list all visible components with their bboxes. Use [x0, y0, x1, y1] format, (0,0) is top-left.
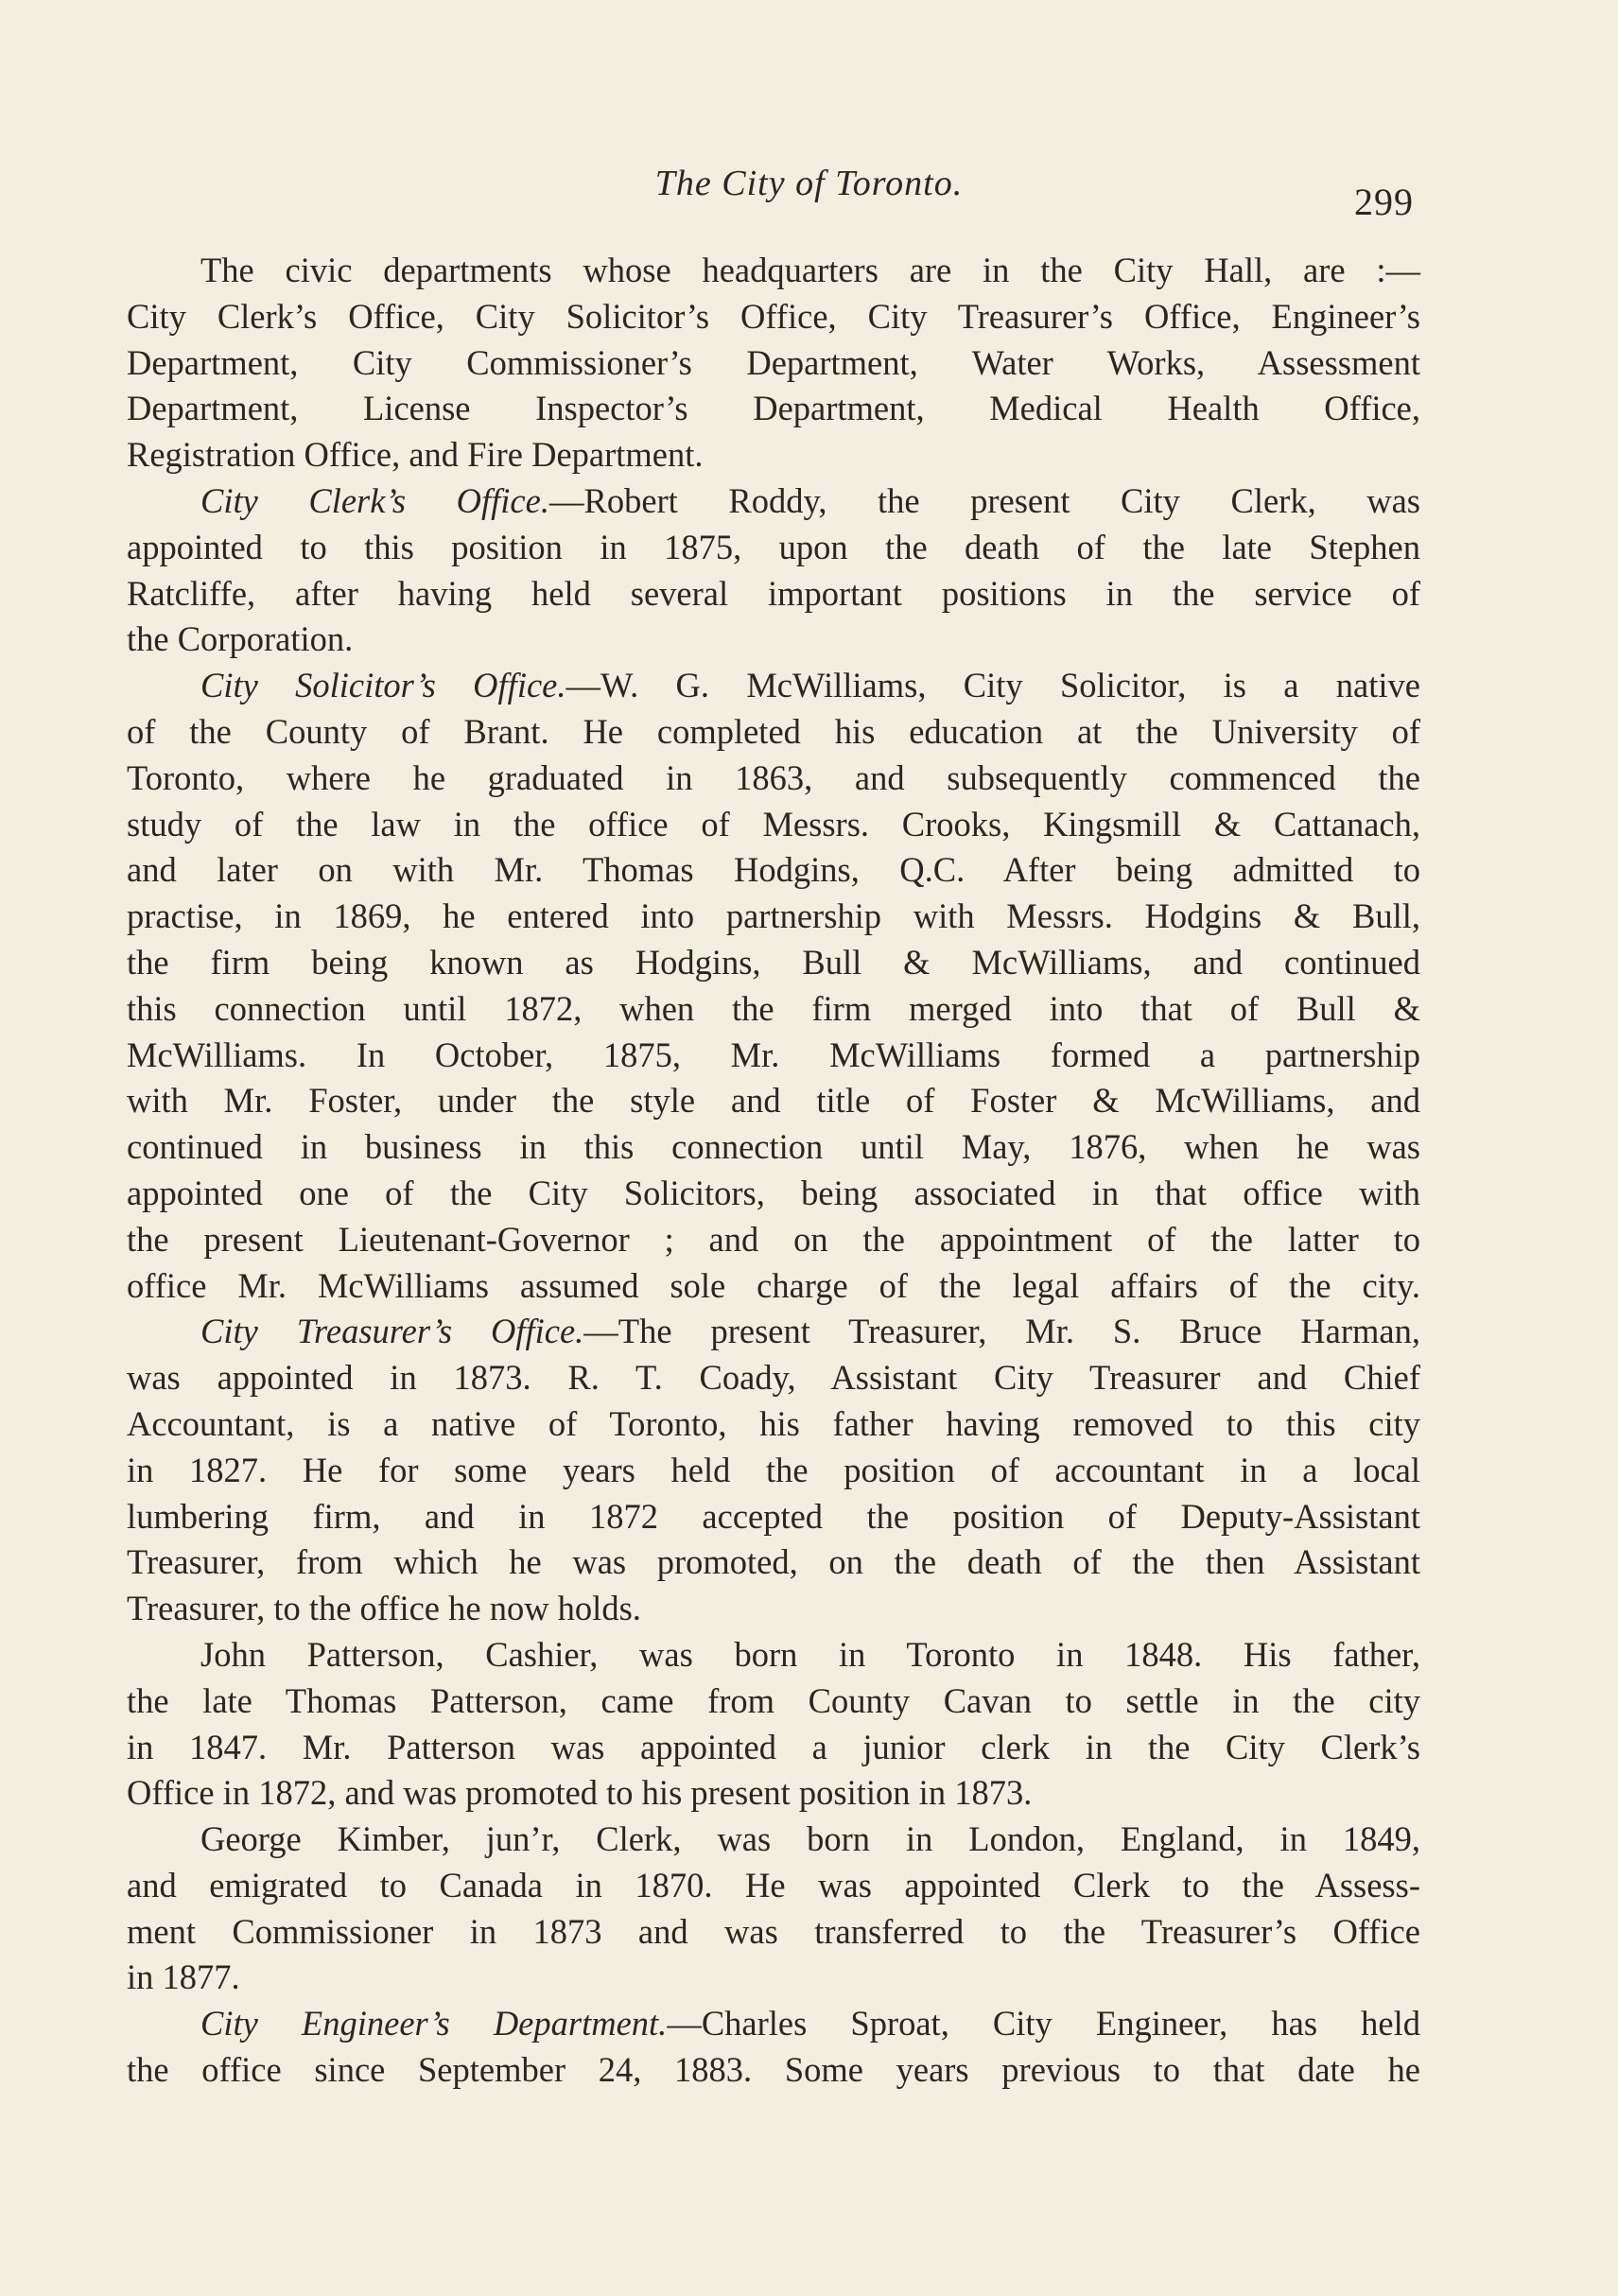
text-line: in 1877. — [127, 1957, 240, 1997]
text-line — [127, 2001, 1420, 2047]
text-line: office Mr. McWilliams assumed sole charge of the legal affairs of the city. — [127, 1265, 1420, 1305]
paragraph-city-clerks-office — [127, 478, 1420, 663]
text-span: —W. G. McWilliams, City Solicitor, is a native — [565, 666, 1420, 705]
text-line: McWilliams. In October, 1875, Mr. McWilliams formed a partnership — [127, 1035, 1420, 1074]
text-line: the firm being known as Hodgins, Bull & McWilliams, and continued — [127, 942, 1420, 982]
text-span: —Charles Sproat, City Engineer, has held — [667, 2004, 1420, 2044]
text-line: and emigrated to Canada in 1870. He was appointed Clerk to the Assess- — [127, 1865, 1420, 1905]
text-line — [127, 663, 1420, 709]
text-line: in 1827. He for some years held the position of accountant in a local — [127, 1450, 1420, 1489]
text-line: City Clerk’s Office, City Solicitor’s Office, City Treasurer’s Office, Engineer’s — [127, 296, 1420, 336]
paragraph-city-solicitors-office — [127, 663, 1420, 1309]
paragraph-civic-departments — [127, 248, 1420, 478]
text-line: The civic departments whose headquarters are in the City Hall, are :— — [200, 251, 1420, 289]
text-line: John Patterson, Cashier, was born in Toronto in 1848. His father, — [200, 1634, 1420, 1674]
running-title: The City of Toronto. — [654, 164, 964, 203]
text-line: was appointed in 1873. R. T. Coady, Assistant City Treasurer and Chief — [127, 1358, 1420, 1398]
text-line: George Kimber, jun’r, Clerk, was born in London, England, in 1849, — [200, 1819, 1420, 1859]
text-line: with Mr. Foster, under the style and title of Foster & McWilliams, and — [127, 1081, 1420, 1121]
section-heading: City Solicitor’s Office. — [200, 666, 566, 705]
text-line: this connection until 1872, when the firm merged into that of Bull & — [127, 988, 1420, 1028]
text-line: Department, City Commissioner’s Department, Water Works, Assessment — [127, 342, 1420, 382]
text-line: the office since September 24, 1883. Some years previous to that date he — [127, 2050, 1420, 2090]
text-line — [127, 478, 1420, 525]
text-line: practise, in 1869, he entered into partnership with Messrs. Hodgins & Bull, — [127, 896, 1420, 936]
text-line: appointed one of the City Solicitors, being associated in that office with — [127, 1173, 1420, 1212]
text-line: Registration Office, and Fire Department. — [127, 435, 704, 475]
text-line: lumbering firm, and in 1872 accepted the position of Deputy-Assistant — [127, 1496, 1420, 1536]
body-text — [127, 248, 1420, 2094]
text-line: Ratcliffe, after having held several important positions in the service of — [127, 573, 1420, 613]
text-line: Office in 1872, and was promoted to his present position in 1873. — [127, 1773, 1033, 1813]
section-heading: City Clerk’s Office. — [200, 480, 549, 520]
section-heading: City Engineer’s Department. — [200, 2004, 668, 2044]
text-line: ment Commissioner in 1873 and was transferred to the Treasurer’s Office — [127, 1911, 1420, 1951]
text-line: Toronto, where he graduated in 1863, and subsequently commenced the — [127, 757, 1420, 797]
text-line: and later on with Mr. Thomas Hodgins, Q.C. After being admitted to — [127, 850, 1420, 890]
paragraph-city-treasurers-office — [127, 1309, 1420, 1632]
text-line: of the County of Brant. He completed his education at the University of — [127, 711, 1420, 751]
text-line: the present Lieutenant-Governor ; and on the appointment of the latter to — [127, 1219, 1420, 1259]
paragraph-city-engineers-department — [127, 2001, 1420, 2094]
text-line: Treasurer, to the office he now holds. — [127, 1589, 641, 1628]
text-line: the late Thomas Patterson, came from County Cavan to settle in the city — [127, 1680, 1420, 1720]
text-line: Accountant, is a native of Toronto, his father having removed to this city — [127, 1403, 1420, 1443]
text-line — [127, 1309, 1420, 1355]
text-line: Treasurer, from which he was promoted, on the death of the then Assistant — [127, 1542, 1420, 1582]
text-line: appointed to this position in 1875, upon the death of the late Stephen — [127, 527, 1420, 566]
text-span: —The present Treasurer, Mr. S. Bruce Harman, — [583, 1312, 1420, 1351]
page-number: 299 — [1354, 181, 1414, 223]
paragraph-george-kimber — [127, 1817, 1420, 2001]
text-line: in 1847. Mr. Patterson was appointed a junior clerk in the City Clerk’s — [127, 1727, 1420, 1766]
text-line: continued in business in this connection until May, 1876, when he was — [127, 1127, 1420, 1167]
section-heading: City Treasurer’s Office. — [200, 1312, 584, 1351]
text-line: study of the law in the office of Messrs. Crooks, Kingsmill & Cattanach, — [127, 804, 1420, 844]
text-line: Department, License Inspector’s Department, Medical Health Office, — [127, 389, 1420, 428]
text-line: the Corporation. — [127, 619, 354, 659]
paragraph-john-patterson — [127, 1632, 1420, 1817]
text-span: —Robert Roddy, the present City Clerk, was — [548, 480, 1420, 520]
